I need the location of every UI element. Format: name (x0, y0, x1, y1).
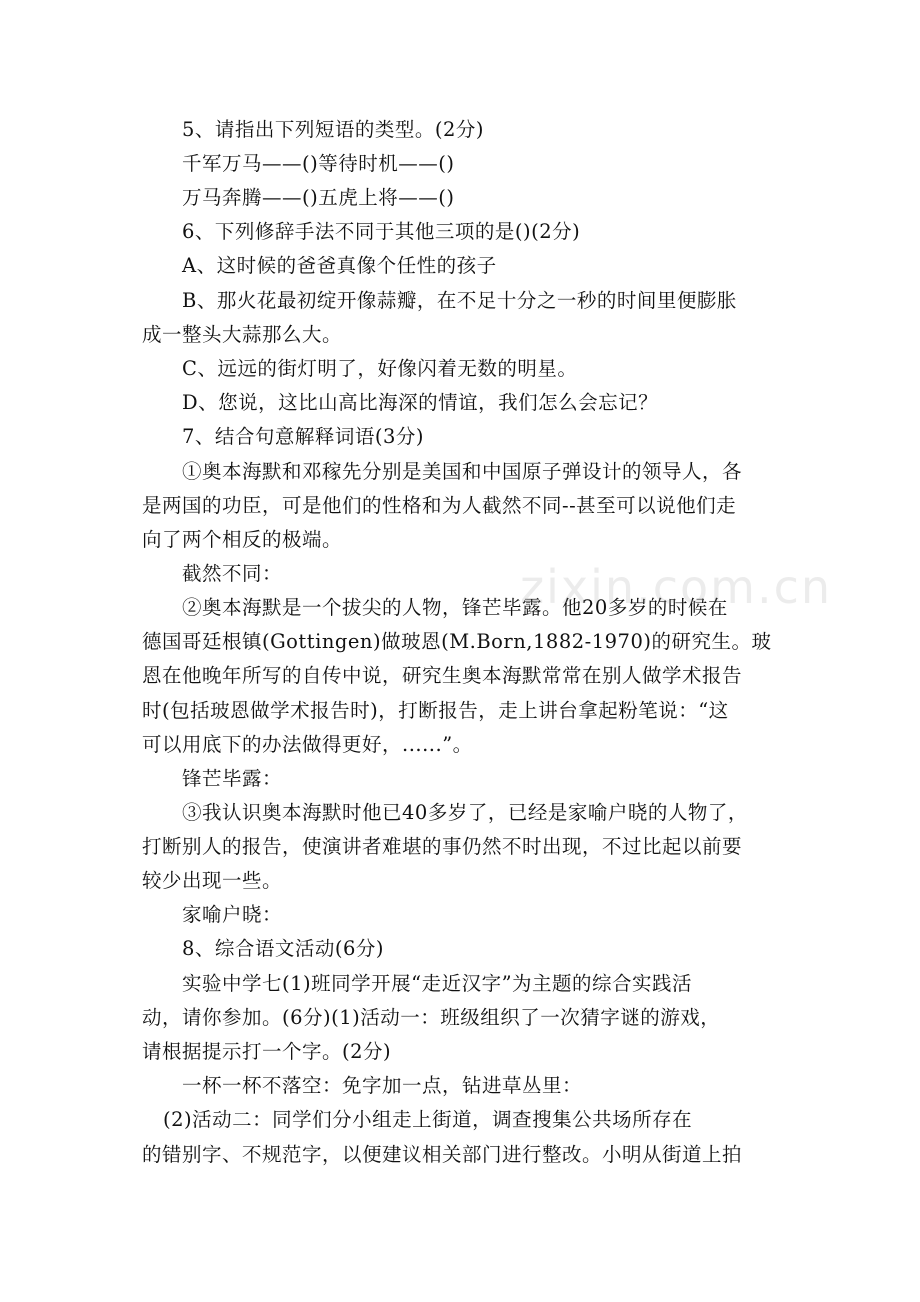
question-6-option-d: D、您说，这比山高比海深的情谊，我们怎么会忘记？ (182, 391, 659, 414)
question-5-line-1: 千军万马——()等待时机——() (182, 152, 455, 175)
question-8-activity-2-line-2: 的错别字、不规范字，以便建议相关部门进行整改。小明从街道上拍 (142, 1143, 743, 1166)
question-5-title: 5、请指出下列短语的类型。(2分) (182, 118, 485, 141)
question-8-intro-line-3: 请根据提示打一个字。(2分) (142, 1040, 392, 1063)
question-7-passage-3-line-3: 较少出现一些。 (142, 869, 283, 892)
question-6-option-c: C、远远的街灯明了，好像闪着无数的明星。 (182, 357, 578, 380)
question-7-passage-1-line-1: ①奥本海默和邓稼先分别是美国和中国原子弹设计的领导人，各 (182, 460, 743, 483)
question-6-title: 6、下列修辞手法不同于其他三项的是()(2分) (182, 220, 581, 243)
question-7-passage-2-line-4: 时(包括玻恩做学术报告时)，打断报告，走上讲台拿起粉笔说：“这 (142, 699, 729, 722)
question-5-line-2: 万马奔腾——()五虎上将——() (182, 186, 455, 209)
question-7-term-1: 截然不同： (182, 562, 283, 585)
question-7-term-2: 锋芒毕露： (182, 767, 283, 790)
question-7-passage-3-line-1: ③我认识奥本海默时他已40多岁了，已经是家喻户晓的人物了， (182, 801, 748, 824)
question-6-option-b-cont: 成一整头大蒜那么大。 (142, 323, 343, 346)
watermark: zixin.com.cn (520, 560, 833, 614)
question-6-option-a: A、这时候的爸爸真像个任性的孩子 (182, 254, 497, 277)
question-7-passage-1-line-3: 向了两个相反的极端。 (142, 528, 343, 551)
question-7-passage-1-line-2: 是两国的功臣，可是他们的性格和为人截然不同--甚至可以说他们走 (142, 494, 737, 517)
question-7-term-3: 家喻户晓： (182, 903, 283, 926)
question-7-passage-2-line-2: 德国哥廷根镇(Gottingen)做玻恩(M.Born,1882-1970)的研究生。玻 (142, 630, 772, 653)
question-6-option-b: B、那火花最初绽开像蒜瓣，在不足十分之一秒的时间里便膨胀 (182, 289, 737, 312)
question-7-passage-3-line-2: 打断别人的报告，使演讲者难堪的事仍然不时出现，不过比起以前要 (142, 835, 743, 858)
question-8-intro-line-1: 实验中学七(1)班同学开展“走近汉字”为主题的综合实践活 (182, 972, 693, 995)
question-8-intro-line-2: 动，请你参加。(6分)(1)活动一：班级组织了一次猜字谜的游戏， (142, 1006, 721, 1029)
question-7-passage-2-line-1: ②奥本海默是一个拔尖的人物，锋芒毕露。他20多岁的时候在 (182, 596, 728, 619)
question-7-passage-2-line-3: 恩在他晚年所写的自传中说，研究生奥本海默常常在别人做学术报告 (142, 664, 743, 687)
question-8-riddles: 一杯一杯不落空：免字加一点，钻进草丛里： (182, 1074, 583, 1097)
question-7-title: 7、结合句意解释词语(3分) (182, 425, 425, 448)
question-8-title: 8、综合语文活动(6分) (182, 937, 385, 960)
question-8-activity-2-line-1: (2)活动二：同学们分小组走上街道，调查搜集公共场所存在 (163, 1108, 693, 1131)
question-7-passage-2-line-5: 可以用底下的办法做得更好，......”。 (142, 733, 473, 756)
